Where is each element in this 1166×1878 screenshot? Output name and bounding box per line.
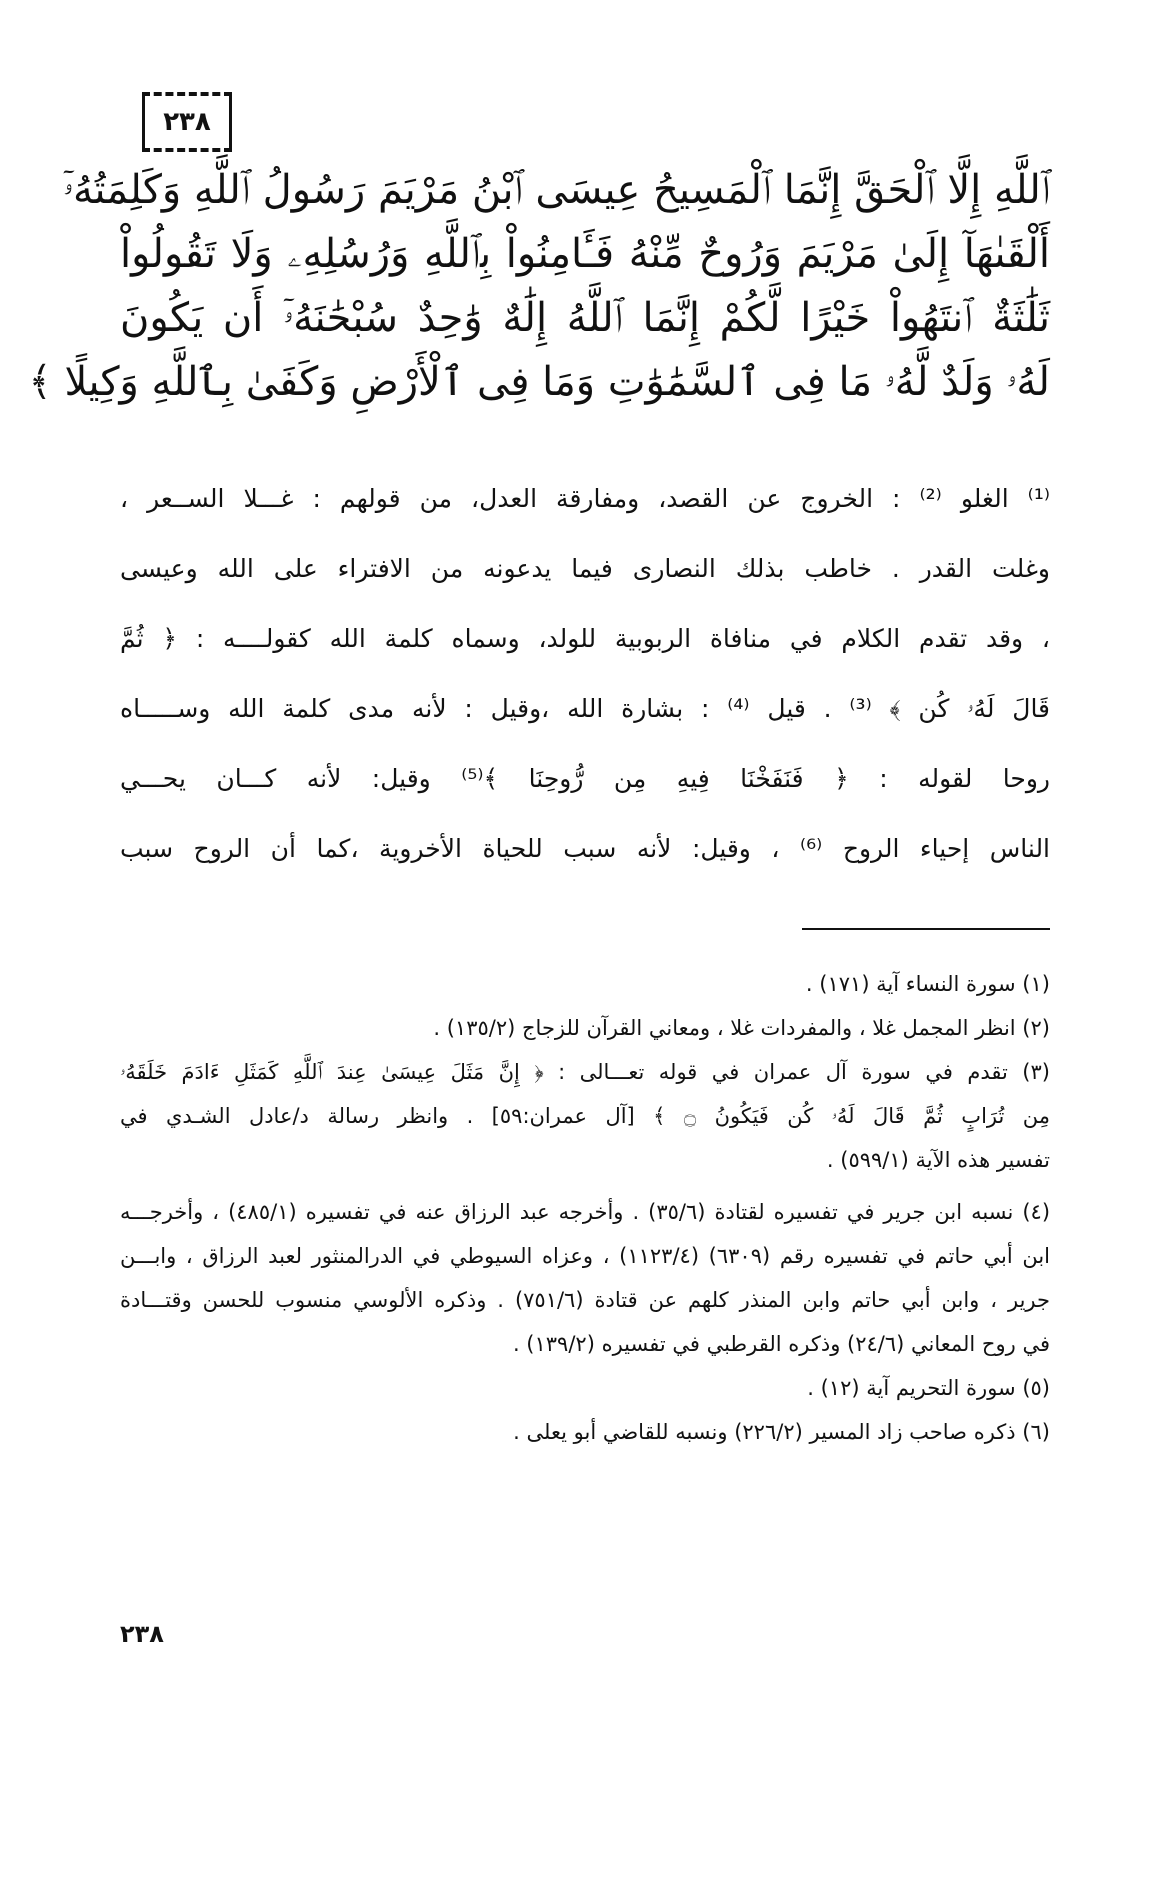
commentary-line: وغلت القدر . خاطب بذلك النصارى فيما يدعونه من الافتراء على الله وعيسى <box>120 554 1050 583</box>
commentary-line: الناس إحياء الروح ⁽⁶⁾ ، وقيل: لأنه سبب للحياة الأخروية ،كما أن الروح سبب <box>120 834 1051 863</box>
footnote-line: ابن أبي حاتم في تفسيره رقم (٦٣٠٩) (١١٢٣/٤) ، وعزاه السيوطي في الدرالمنثور لعبد الرزاق ، وابـــن <box>120 1244 1051 1268</box>
verse-line: أَلْقَىٰهَآ إِلَىٰ مَرْيَمَ وَرُوحٌ مِّنْهُ فَـَٔامِنُواْ بِٱللَّهِ وَرُسُلِهِۦ وَلَا تَقُولُواْ <box>120 231 1050 277</box>
footnote-line: (٦) ذكره صاحب زاد المسير (٢٢٦/٢) ونسبه للقاضي أبو يعلى . <box>513 1420 1050 1444</box>
page-number-label: ٢٣٨ <box>163 107 211 137</box>
footnotes <box>120 962 1050 1454</box>
footnote-1 <box>120 962 1050 1006</box>
page-number-box <box>142 92 232 152</box>
verse-line: لَهُۥ وَلَدٌ لَّهُۥ مَا فِى ٱلسَّمَٰوَٰتِ وَمَا فِى ٱلْأَرْضِ وَكَفَىٰ بِٱللَّهِ وَكِيلًا ﴾ <box>28 359 1050 405</box>
verse-line: ثَلَٰثَةٌ ٱنتَهُواْ خَيْرًا لَّكُمْ إِنَّمَا ٱللَّهُ إِلَٰهٌ وَٰحِدٌ سُبْحَٰنَهُۥٓ أَن يَكُونَ <box>120 295 1050 341</box>
footnote-3 <box>120 1050 1050 1182</box>
footnote-2 <box>120 1006 1050 1050</box>
footnote-line: (١) سورة النساء آية (١٧١) . <box>805 972 1050 996</box>
footnote-line: (٥) سورة التحريم آية (١٢) . <box>807 1376 1050 1400</box>
footnote-line: مِن تُرَابٍ ثُمَّ قَالَ لَهُۥ كُن فَيَكُونُ ۝ ﴾ [آل عمران:٥٩] . وانظر رسالة د/عادل الشـدي في <box>120 1104 1050 1128</box>
verse-line: ٱللَّهِ إِلَّا ٱلْحَقَّ إِنَّمَا ٱلْمَسِيحُ عِيسَى ٱبْنُ مَرْيَمَ رَسُولُ ٱللَّهِ وَكَلِمَتُهُۥٓ <box>62 167 1050 213</box>
bottom-page-number: ٢٣٨ <box>120 1620 164 1648</box>
commentary-line: ، وقد تقدم الكلام في منافاة الربوبية للولد، وسماه كلمة الله كقولــــه : ﴿ ثُمَّ <box>120 624 1050 653</box>
footnote-line: تفسير هذه الآية (٥٩٩/١) . <box>826 1148 1050 1172</box>
footnote-line: (٣) تقدم في سورة آل عمران في قوله تعـــالى : ﴿ إِنَّ مَثَلَ عِيسَىٰ عِندَ ٱللَّهِ كَمَثَلِ ءَادَمَ خَلَقَهُۥ <box>120 1060 1050 1084</box>
commentary-line: ⁽¹⁾ الغلو ⁽²⁾ : الخروج عن القصد، ومفارقة العدل، من قولهم : غـــلا الســعر ، <box>120 484 1050 513</box>
footnote-4 <box>120 1190 1050 1366</box>
footnote-line: في روح المعاني (٢٤/٦) وذكره القرطبي في تفسيره (١٣٩/٢) . <box>512 1332 1050 1356</box>
footnote-line: (٢) انظر المجمل غلا ، والمفردات غلا ، ومعاني القرآن للزجاج (١٣٥/٢) . <box>433 1016 1050 1040</box>
footnote-line: (٤) نسبه ابن جرير في تفسيره لقتادة (٣٥/٦) . وأخرجه عبد الرزاق عنه في تفسيره (٤٨٥/١) ، وأخرجـــه <box>120 1200 1051 1224</box>
footnote-separator <box>802 928 1050 930</box>
footnote-5 <box>120 1366 1050 1410</box>
commentary-text <box>120 464 1050 884</box>
footnote-6 <box>120 1410 1050 1454</box>
footnote-line: جرير ، وابن أبي حاتم وابن المنذر كلهم عن قتادة (٧٥١/٦) . وذكره الألوسي منسوب للحسن وقتـــادة <box>120 1288 1050 1312</box>
quran-verse <box>28 158 1050 414</box>
commentary-line: قَالَ لَهُۥ كُن ﴾ ⁽³⁾ . قيل ⁽⁴⁾ : بشارة الله ،وقيل : لأنه مدى كلمة الله وســـــاه <box>120 694 1051 723</box>
commentary-line: روحا لقوله : ﴿ فَنَفَخْنَا فِيهِ مِن رُّوحِنَا ﴾⁽⁵⁾ وقيل: لأنه كـــان يحـــي <box>120 764 1051 793</box>
